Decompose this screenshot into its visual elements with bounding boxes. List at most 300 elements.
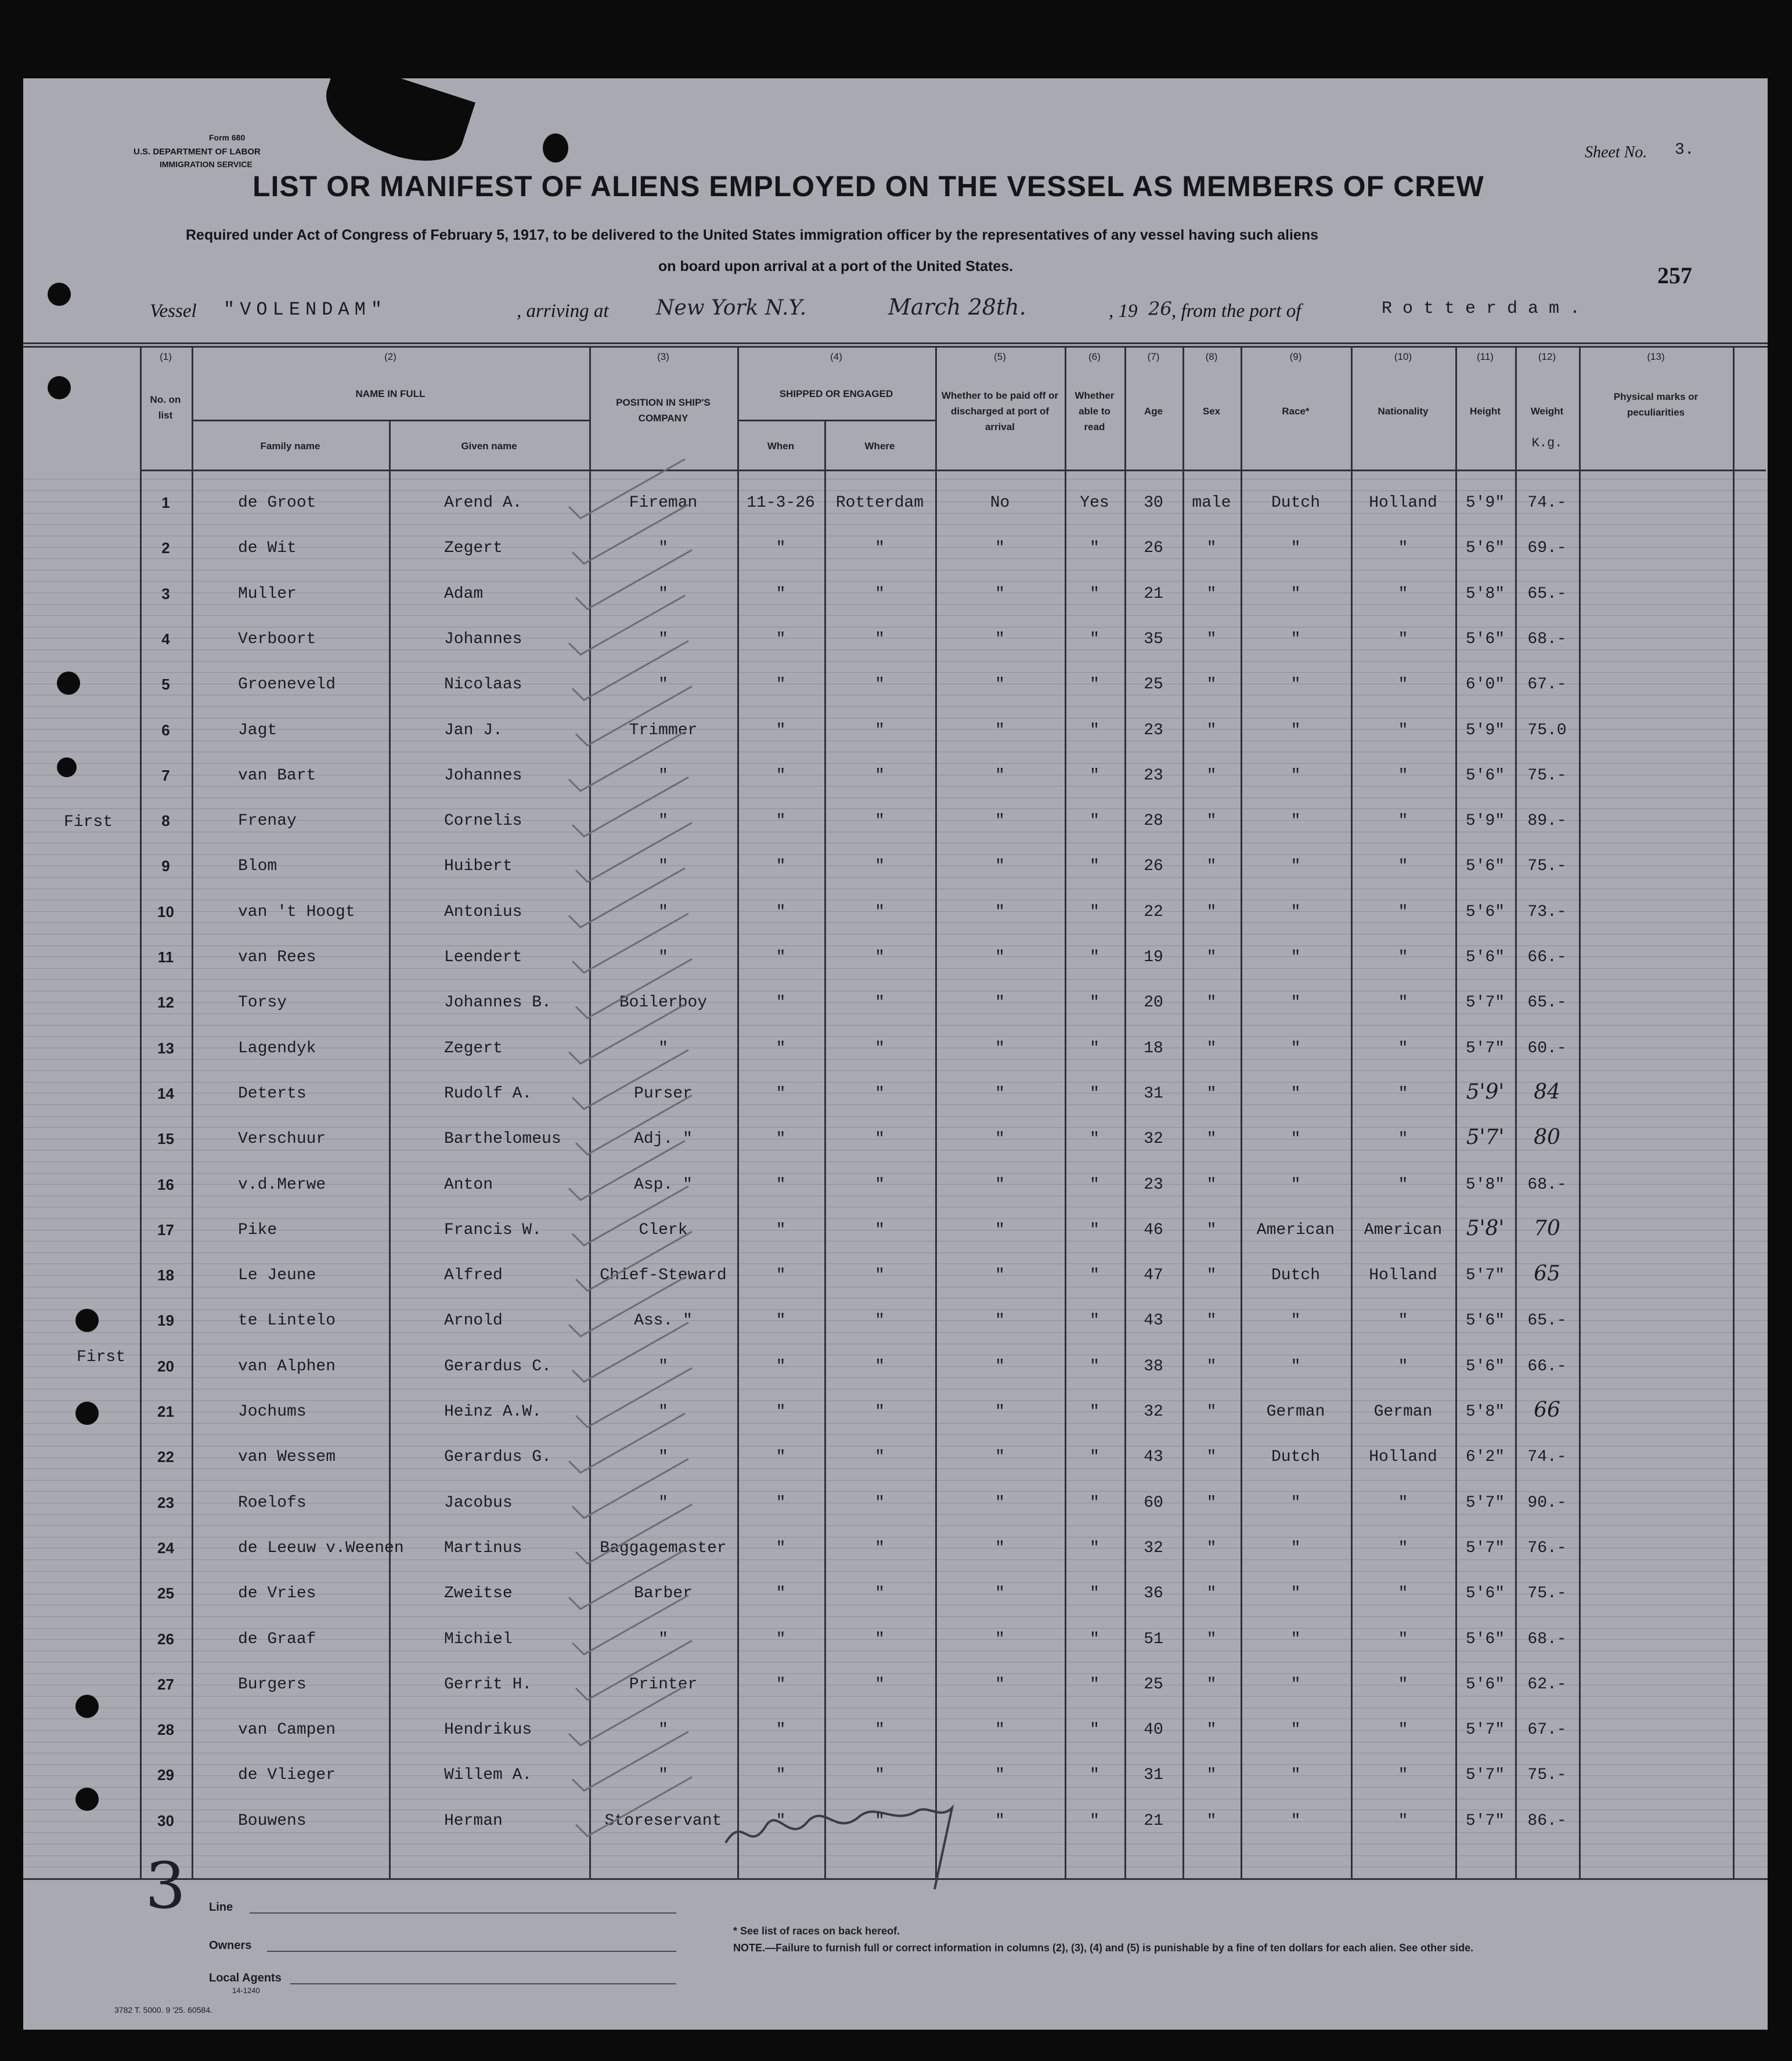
cell-age: 51 <box>1144 1630 1163 1648</box>
cell-given: Cornelis <box>444 812 522 831</box>
cell-sex: " <box>1206 948 1217 966</box>
cell-where: " <box>875 903 885 921</box>
cell-height: 5'7" <box>1465 994 1505 1012</box>
cell-weight: 80 <box>1534 1125 1560 1150</box>
cell-nationality: " <box>1398 766 1408 785</box>
footer-line-label: Line <box>209 1901 233 1914</box>
cell-no: 11 <box>157 948 174 966</box>
cell-weight: 60.- <box>1527 1039 1567 1057</box>
cell-when: " <box>776 1312 786 1330</box>
cell-height: 5'7" <box>1465 1721 1505 1739</box>
cell-nationality: " <box>1398 539 1408 558</box>
cell-read: " <box>1090 857 1099 876</box>
cell-family: Le Jeune <box>238 1266 316 1285</box>
cell-weight: 66.- <box>1527 948 1567 966</box>
cell-height: 5'9" <box>1465 721 1505 739</box>
colnum-9: (9) <box>1289 351 1302 362</box>
cell-when: " <box>776 1357 786 1376</box>
service-label: IMMIGRATION SERVICE <box>160 160 253 169</box>
cell-given: Zegert <box>444 539 503 558</box>
cell-read: " <box>1090 1357 1099 1376</box>
cell-age: 35 <box>1144 630 1163 648</box>
cell-sex: " <box>1206 1357 1217 1376</box>
cell-nationality: " <box>1398 1584 1408 1603</box>
form-label: Form 680 <box>209 133 246 142</box>
cell-sex: " <box>1206 1448 1217 1467</box>
cell-age: 20 <box>1144 994 1163 1012</box>
cell-where: " <box>875 676 885 694</box>
cell-position: " <box>658 1448 668 1467</box>
cell-height: 5'9" <box>1465 812 1505 831</box>
cell-no: 5 <box>161 676 170 694</box>
cell-given: Jacobus <box>444 1493 513 1512</box>
cell-read: " <box>1090 903 1099 921</box>
cell-weight: 70 <box>1534 1216 1560 1240</box>
cell-age: 25 <box>1144 1675 1163 1694</box>
cell-race: " <box>1290 857 1301 876</box>
cell-age: 21 <box>1144 1811 1163 1830</box>
cell-no: 22 <box>157 1448 174 1466</box>
cell-race: " <box>1290 994 1301 1012</box>
cell-given: Heinz A.W. <box>444 1403 542 1421</box>
cell-age: 31 <box>1144 1766 1163 1785</box>
cell-read: " <box>1090 1493 1099 1512</box>
cell-nationality: " <box>1398 1630 1408 1648</box>
cell-weight: 62.- <box>1527 1675 1567 1694</box>
cell-nationality: German <box>1373 1403 1433 1421</box>
cell-family: van Alphen <box>238 1357 336 1376</box>
cell-age: 28 <box>1144 812 1163 831</box>
cell-sex: " <box>1206 1539 1217 1557</box>
cell-paid: " <box>995 1039 1005 1057</box>
cell-read: " <box>1090 1175 1099 1194</box>
cell-paid: No <box>990 494 1010 512</box>
cell-position: " <box>658 903 668 921</box>
cell-weight: 75.- <box>1527 857 1567 876</box>
cell-no: 6 <box>161 721 170 739</box>
cell-race: " <box>1290 584 1301 603</box>
cell-height: 5'6" <box>1465 1584 1505 1603</box>
cell-position: Boilerboy <box>619 994 708 1012</box>
cell-nationality: " <box>1398 1539 1408 1557</box>
cell-family: Verboort <box>238 630 316 648</box>
cell-nationality: " <box>1398 1312 1408 1330</box>
cell-when: " <box>776 1584 786 1603</box>
cell-weight: 65.- <box>1527 584 1567 603</box>
cell-given: Gerardus C. <box>444 1357 551 1376</box>
cell-sex: " <box>1206 539 1217 558</box>
cell-read: " <box>1090 1084 1099 1103</box>
cell-given: Antonius <box>444 903 522 921</box>
cell-weight: 89.- <box>1527 812 1567 831</box>
cell-given: Hendrikus <box>444 1721 532 1739</box>
cell-paid: " <box>995 903 1005 921</box>
cell-paid: " <box>995 1266 1005 1285</box>
cell-no: 10 <box>157 903 174 921</box>
cell-height: 5'8' <box>1466 1216 1505 1240</box>
cell-when: " <box>776 1266 786 1285</box>
cell-where: " <box>875 1811 885 1830</box>
colnum-5: (5) <box>994 351 1006 362</box>
cell-family: Verschuur <box>238 1130 326 1149</box>
cell-given: Alfred <box>444 1266 503 1285</box>
cell-where: " <box>875 812 885 831</box>
cell-when: " <box>776 1084 786 1103</box>
cell-race: " <box>1290 1539 1301 1557</box>
cell-weight: 66.- <box>1527 1357 1567 1376</box>
cell-where: " <box>875 721 885 739</box>
cell-when: " <box>776 1448 786 1467</box>
cell-sex: " <box>1206 1084 1217 1103</box>
cell-no: 7 <box>161 766 170 784</box>
cell-age: 60 <box>1144 1493 1163 1512</box>
cell-read: " <box>1090 630 1099 648</box>
pencil-check-mark <box>569 459 685 518</box>
cell-paid: " <box>995 721 1005 739</box>
cell-weight: 75.- <box>1527 1766 1567 1785</box>
cell-read: " <box>1090 1630 1099 1648</box>
cell-paid: " <box>995 1584 1005 1603</box>
cell-sex: " <box>1206 1175 1217 1194</box>
cell-no: 15 <box>157 1130 174 1148</box>
col-nationality: Nationality <box>1378 406 1429 417</box>
cell-family: van Rees <box>238 948 316 966</box>
cell-read: " <box>1090 1766 1099 1785</box>
cell-given: Francis W. <box>444 1221 542 1239</box>
punch-hole <box>75 1695 99 1718</box>
cell-paid: " <box>995 1175 1005 1194</box>
cell-nationality: " <box>1398 1493 1408 1512</box>
cell-age: 32 <box>1144 1130 1163 1149</box>
cell-when: " <box>776 1493 786 1512</box>
cell-nationality: " <box>1398 1357 1408 1376</box>
cell-given: Gerardus G. <box>444 1448 551 1467</box>
cell-race: " <box>1290 812 1301 831</box>
year-prefix: , 19 <box>1109 301 1138 322</box>
cell-weight: 65.- <box>1527 1312 1567 1330</box>
cell-family: de Groot <box>238 494 316 512</box>
cell-sex: " <box>1206 1766 1217 1785</box>
cell-where: " <box>875 1675 885 1694</box>
punch-hole <box>48 283 71 306</box>
cell-read: " <box>1090 721 1099 739</box>
cell-given: Arnold <box>444 1312 503 1330</box>
cell-race: " <box>1290 1584 1301 1603</box>
cell-no: 8 <box>161 812 170 830</box>
cell-height: 5'7" <box>1465 1266 1505 1285</box>
cell-where: " <box>875 766 885 785</box>
cell-race: " <box>1290 1630 1301 1648</box>
cell-no: 21 <box>157 1403 174 1420</box>
cell-weight: 68.- <box>1527 1175 1567 1194</box>
footer-agents-label: Local Agents <box>209 1972 282 1984</box>
cell-given: Nicolaas <box>444 676 522 694</box>
cell-family: de Vlieger <box>238 1766 336 1785</box>
pencil-check-mark <box>569 1686 685 1745</box>
cell-paid: " <box>995 1357 1005 1376</box>
cell-race: " <box>1290 948 1301 966</box>
col-name-in-full: NAME IN FULL <box>355 388 426 399</box>
cell-age: 40 <box>1144 1721 1163 1739</box>
cell-where: " <box>875 948 885 966</box>
cell-weight: 73.- <box>1527 903 1567 921</box>
punch-hole <box>75 1309 99 1332</box>
cell-no: 29 <box>157 1766 174 1784</box>
cell-when: " <box>776 812 786 831</box>
cell-paid: " <box>995 1721 1005 1739</box>
cell-position: " <box>658 584 668 603</box>
cell-height: 5'8" <box>1465 1403 1505 1421</box>
cell-height: 5'6" <box>1465 630 1505 648</box>
cell-when: " <box>776 1766 786 1785</box>
cell-when: " <box>776 948 786 966</box>
cell-height: 5'6" <box>1465 1312 1505 1330</box>
cell-where: " <box>875 1403 885 1421</box>
from-port-label: , from the port of <box>1171 301 1301 322</box>
cell-age: 23 <box>1144 766 1163 785</box>
cell-age: 22 <box>1144 903 1163 921</box>
cell-paid: " <box>995 1493 1005 1512</box>
cell-height: 5'7" <box>1465 1811 1505 1830</box>
department-label: U.S. DEPARTMENT OF LABOR <box>134 147 261 157</box>
col-physical-marks: Physical marks or peculiarities <box>1613 391 1699 418</box>
col-given-name: Given name <box>461 441 517 452</box>
cell-position: " <box>658 766 668 785</box>
cell-position: Fireman <box>629 494 698 512</box>
cell-no: 30 <box>157 1811 174 1829</box>
colnum-7: (7) <box>1147 351 1160 362</box>
cell-weight: 75.- <box>1527 1584 1567 1603</box>
cell-read: " <box>1090 1675 1099 1694</box>
cell-height: 5'6" <box>1465 857 1505 876</box>
cell-family: van 't Hoogt <box>238 903 355 921</box>
cell-when: " <box>776 1130 786 1149</box>
cell-position: Storeservant <box>604 1811 722 1830</box>
cell-weight: 74.- <box>1527 1448 1567 1467</box>
cell-paid: " <box>995 1766 1005 1785</box>
cell-given: Willem A. <box>444 1766 532 1785</box>
cell-where: " <box>875 1584 885 1603</box>
cell-position: " <box>658 857 668 876</box>
cell-family: Jochums <box>238 1403 307 1421</box>
cell-age: 36 <box>1144 1584 1163 1603</box>
footer-owners-label: Owners <box>209 1939 252 1952</box>
cell-where: " <box>875 994 885 1012</box>
cell-sex: male <box>1192 494 1231 512</box>
cell-when: " <box>776 766 786 785</box>
cell-paid: " <box>995 1448 1005 1467</box>
manifest-sheet <box>23 78 1768 2030</box>
cell-race: " <box>1290 1766 1301 1785</box>
cell-when: " <box>776 1811 786 1830</box>
cell-paid: " <box>995 857 1005 876</box>
colnum-10: (10) <box>1394 351 1412 362</box>
page-title: LIST OR MANIFEST OF ALIENS EMPLOYED ON THE VESSEL AS MEMBERS OF CREW <box>253 170 1484 203</box>
cell-race: Dutch <box>1271 1266 1320 1285</box>
cell-given: Zegert <box>444 1039 503 1057</box>
cell-where: " <box>875 1039 885 1057</box>
cell-read: " <box>1090 1811 1099 1830</box>
cell-family: Roelofs <box>238 1493 307 1512</box>
cell-given: Rudolf A. <box>444 1084 532 1103</box>
cell-nationality: " <box>1398 903 1408 921</box>
cell-when: " <box>776 721 786 739</box>
cell-nationality: " <box>1398 721 1408 739</box>
cell-sex: " <box>1206 1039 1217 1057</box>
cell-age: 26 <box>1144 857 1163 876</box>
cell-read: " <box>1090 584 1099 603</box>
cell-given: Michiel <box>444 1630 513 1648</box>
cell-when: " <box>776 994 786 1012</box>
cell-height: 5'7" <box>1465 1493 1505 1512</box>
colnum-13: (13) <box>1647 351 1665 362</box>
cell-position: " <box>658 812 668 831</box>
cell-race: " <box>1290 1039 1301 1057</box>
cell-weight: 67.- <box>1527 676 1567 694</box>
cell-age: 43 <box>1144 1448 1163 1467</box>
cell-paid: " <box>995 539 1005 558</box>
cell-given: Barthelomeus <box>444 1130 561 1149</box>
cell-family: Bouwens <box>238 1811 307 1830</box>
cell-no: 28 <box>157 1721 174 1739</box>
cell-given: Leendert <box>444 948 522 966</box>
cell-position: " <box>658 1039 668 1057</box>
cell-position: Ass. " <box>634 1312 693 1330</box>
cell-where: " <box>875 1084 885 1103</box>
cell-age: 38 <box>1144 1357 1163 1376</box>
colnum-6: (6) <box>1088 351 1101 362</box>
cell-when: " <box>776 1221 786 1239</box>
cell-no: 24 <box>157 1539 174 1557</box>
footer-agents-code: 14-1240 <box>232 1986 260 1995</box>
cell-age: 21 <box>1144 584 1163 603</box>
arriving-label: , arriving at <box>517 301 609 322</box>
cell-weight: 76.- <box>1527 1539 1567 1557</box>
cell-nationality: " <box>1398 1175 1408 1194</box>
cell-where: " <box>875 1721 885 1739</box>
cell-position: " <box>658 630 668 648</box>
cell-position: Purser <box>634 1084 693 1103</box>
cell-family: Deterts <box>238 1084 307 1103</box>
cell-paid: " <box>995 676 1005 694</box>
cell-where: " <box>875 1312 885 1330</box>
cell-weight: 65 <box>1534 1262 1560 1286</box>
colnum-11: (11) <box>1477 351 1494 362</box>
cell-position: " <box>658 1766 668 1785</box>
cell-age: 43 <box>1144 1312 1163 1330</box>
cell-no: 9 <box>161 857 170 875</box>
cell-nationality: " <box>1398 994 1408 1012</box>
cell-where: " <box>875 1539 885 1557</box>
arrival-date: March 28th. <box>888 294 1026 320</box>
cell-when: " <box>776 1403 786 1421</box>
pencil-check-mark <box>569 868 685 927</box>
cell-position: " <box>658 1493 668 1512</box>
cell-nationality: " <box>1398 630 1408 648</box>
cell-age: 25 <box>1144 676 1163 694</box>
sheet-number: 3. <box>1675 141 1694 159</box>
cell-race: " <box>1290 1721 1301 1739</box>
cell-where: " <box>875 1766 885 1785</box>
cell-no: 19 <box>157 1312 174 1330</box>
cell-where: " <box>875 584 885 603</box>
cell-nationality: American <box>1364 1221 1443 1239</box>
cell-read: " <box>1090 994 1099 1012</box>
cell-nationality: " <box>1398 584 1408 603</box>
cell-given: Zweitse <box>444 1584 513 1603</box>
cell-family: de Wit <box>238 539 297 558</box>
colnum-1: (1) <box>160 351 172 362</box>
cell-paid: " <box>995 1403 1005 1421</box>
cell-height: 5'7" <box>1465 1039 1505 1057</box>
cell-where: " <box>875 630 885 648</box>
cell-weight: 68.- <box>1527 1630 1567 1648</box>
cell-race: " <box>1290 539 1301 558</box>
cell-no: 26 <box>157 1630 174 1648</box>
vessel-label: Vessel <box>150 301 197 322</box>
cell-when: " <box>776 1675 786 1694</box>
pencil-check-mark <box>569 595 685 655</box>
cell-weight: 90.- <box>1527 1493 1567 1512</box>
cell-when: " <box>776 1630 786 1648</box>
cell-nationality: " <box>1398 1721 1408 1739</box>
cell-read: " <box>1090 1721 1099 1739</box>
cell-no: 27 <box>157 1675 174 1693</box>
cell-where: " <box>875 1266 885 1285</box>
punch-hole <box>48 376 71 399</box>
cell-height: 5'6" <box>1465 766 1505 785</box>
cell-sex: " <box>1206 1312 1217 1330</box>
cell-given: Johannes B. <box>444 994 551 1012</box>
cell-when: " <box>776 1539 786 1557</box>
cell-when: " <box>776 630 786 648</box>
cell-position: Adj. " <box>634 1130 693 1149</box>
cell-height: 5'7" <box>1465 1539 1505 1557</box>
cell-position: Trimmer <box>629 721 698 739</box>
cell-sex: " <box>1206 1584 1217 1603</box>
cell-weight: 74.- <box>1527 494 1567 512</box>
cell-height: 5'7" <box>1465 1766 1505 1785</box>
cell-read: Yes <box>1080 494 1109 512</box>
cell-read: " <box>1090 1266 1099 1285</box>
cell-paid: " <box>995 1312 1005 1330</box>
col-age: Age <box>1144 406 1163 417</box>
cell-given: Anton <box>444 1175 493 1194</box>
cell-given: Martinus <box>444 1539 522 1557</box>
pencil-check-mark <box>569 732 685 791</box>
cell-nationality: " <box>1398 1039 1408 1057</box>
cell-sex: " <box>1206 1403 1217 1421</box>
cell-family: Blom <box>238 857 277 876</box>
cell-where: " <box>875 539 885 558</box>
cell-height: 5'6" <box>1465 903 1505 921</box>
cell-nationality: Holland <box>1369 1266 1437 1285</box>
cell-family: de Graaf <box>238 1630 316 1648</box>
cell-read: " <box>1090 1539 1099 1557</box>
cell-position: Asp. " <box>634 1175 693 1194</box>
cell-age: 31 <box>1144 1084 1163 1103</box>
col-able-to-read: Whether able to read <box>1075 390 1115 432</box>
cell-position: Printer <box>629 1675 698 1694</box>
cell-when: " <box>776 584 786 603</box>
cell-given: Adam <box>444 584 484 603</box>
footer-print-code: 3782 T. 5000. 9 '25. 60584. <box>114 2005 213 2015</box>
cell-age: 32 <box>1144 1539 1163 1557</box>
cell-race: Dutch <box>1271 1448 1320 1467</box>
cell-when: " <box>776 1721 786 1739</box>
colnum-12: (12) <box>1538 351 1556 362</box>
cell-position: " <box>658 539 668 558</box>
